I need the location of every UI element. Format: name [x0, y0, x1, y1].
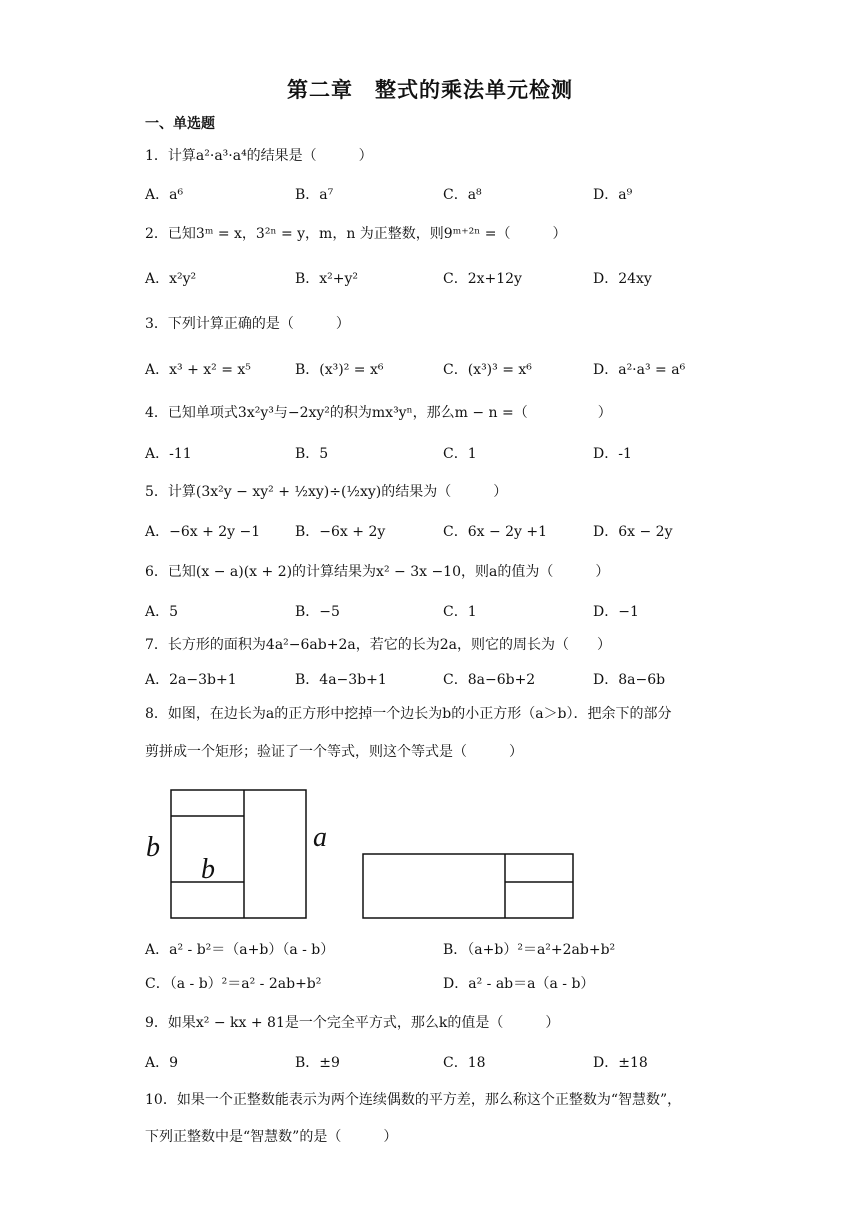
option-a[interactable]: A．2a−3b+1 [145, 672, 237, 688]
question-6-stem: 6．已知(x − a)(x + 2)的计算结果为x² − 3x −10，则a的值为（ ） [145, 564, 610, 580]
question-8-stem-continued: 剪拼成一个矩形；验证了一个等式，则这个等式是（ ） [145, 744, 523, 760]
option-d[interactable]: D．24xy [593, 271, 652, 287]
option-d[interactable]: D．a²·a³ = a⁶ [593, 362, 686, 378]
question-5-stem: 5．计算(3x²y − xy² + ½xy)÷(½xy)的结果为（ ） [145, 484, 508, 500]
label-a: a [313, 822, 327, 853]
option-c[interactable]: C．（a - b）²＝a² - 2ab+b² [145, 976, 322, 992]
question-6-options [145, 601, 705, 623]
option-d[interactable]: D．a² - ab＝a（a - b） [443, 976, 595, 992]
question-7-stem: 7．长方形的面积为4a²−6ab+2a，若它的长为2a，则它的周长为（ ） [145, 637, 611, 653]
large-square [171, 790, 306, 918]
option-a[interactable]: A．x³ + x² = x⁵ [145, 362, 251, 378]
option-d[interactable]: D．-1 [593, 446, 632, 462]
question-1-options [145, 184, 705, 206]
option-a[interactable]: A．a² - b²＝（a+b）（a - b） [145, 942, 335, 958]
question-8-stem: 8．如图，在边长为a的正方形中挖掉一个边长为b的小正方形（a＞b）．把余下的部分 [145, 706, 672, 722]
question-4-options [145, 443, 705, 465]
option-b[interactable]: B．5 [295, 446, 329, 462]
label-b-outer: b [146, 832, 160, 863]
question-4-stem: 4．已知单项式3x²y³与−2xy²的积为mx³yⁿ，那么m − n =（ ） [145, 405, 612, 421]
option-c[interactable]: C．(x³)³ = x⁶ [443, 362, 532, 378]
option-b[interactable]: B．4a−3b+1 [295, 672, 387, 688]
option-c[interactable]: C．1 [443, 604, 477, 620]
question-10-stem: 10．如果一个正整数能表示为两个连续偶数的平方差，那么称这个正整数为“智慧数”， [145, 1092, 682, 1108]
question-8-options-row-1 [145, 939, 705, 961]
option-d[interactable]: D．6x − 2y [593, 524, 673, 540]
label-b-inner: b [201, 854, 215, 885]
option-a[interactable]: A．-11 [145, 446, 192, 462]
option-d[interactable]: D．8a−6b [593, 672, 666, 688]
page-title: 第二章 整式的乘法单元检测 [287, 78, 573, 102]
option-c[interactable]: C．a⁸ [443, 187, 482, 203]
rearranged-rectangle [363, 854, 573, 918]
option-a[interactable]: A．5 [145, 604, 179, 620]
question-5-options [145, 521, 705, 543]
option-c[interactable]: C．2x+12y [443, 271, 522, 287]
question-9-options [145, 1052, 705, 1074]
option-a[interactable]: A．9 [145, 1055, 179, 1071]
question-8-options-row-2 [145, 973, 705, 995]
option-a[interactable]: A．a⁶ [145, 187, 184, 203]
question-2-stem: 2．已知3ᵐ = x，3²ⁿ = y，m，n 为正整数，则9ᵐ⁺²ⁿ =（ ） [145, 226, 567, 242]
option-b[interactable]: B．x²+y² [295, 271, 359, 287]
question-3-stem: 3．下列计算正确的是（ ） [145, 316, 350, 332]
option-b[interactable]: B．(x³)² = x⁶ [295, 362, 384, 378]
option-d[interactable]: D．±18 [593, 1055, 648, 1071]
question-10-stem-continued: 下列正整数中是“智慧数”的是（ ） [145, 1129, 398, 1145]
option-b[interactable]: B．−5 [295, 604, 340, 620]
option-b[interactable]: B．±9 [295, 1055, 340, 1071]
section-heading: 一、单选题 [145, 116, 215, 132]
option-c[interactable]: C．1 [443, 446, 477, 462]
option-d[interactable]: D．a⁹ [593, 187, 633, 203]
option-a[interactable]: A．x²y² [145, 271, 197, 287]
option-c[interactable]: C．8a−6b+2 [443, 672, 536, 688]
option-a[interactable]: A．−6x + 2y −1 [145, 524, 261, 540]
option-b[interactable]: B．a⁷ [295, 187, 334, 203]
option-b[interactable]: B．（a+b）²＝a²+2ab+b² [443, 942, 616, 958]
question-3-options [145, 359, 705, 381]
option-d[interactable]: D．−1 [593, 604, 639, 620]
question-8-figure [140, 780, 600, 925]
option-c[interactable]: C．18 [443, 1055, 486, 1071]
option-b[interactable]: B．−6x + 2y [295, 524, 386, 540]
question-7-options [145, 669, 705, 691]
option-c[interactable]: C．6x − 2y +1 [443, 524, 548, 540]
question-1-stem: 1．计算a²·a³·a⁴的结果是（ ） [145, 148, 373, 164]
question-9-stem: 9．如果x² − kx + 81是一个完全平方式，那么k的值是（ ） [145, 1015, 560, 1031]
question-2-options [145, 268, 705, 290]
